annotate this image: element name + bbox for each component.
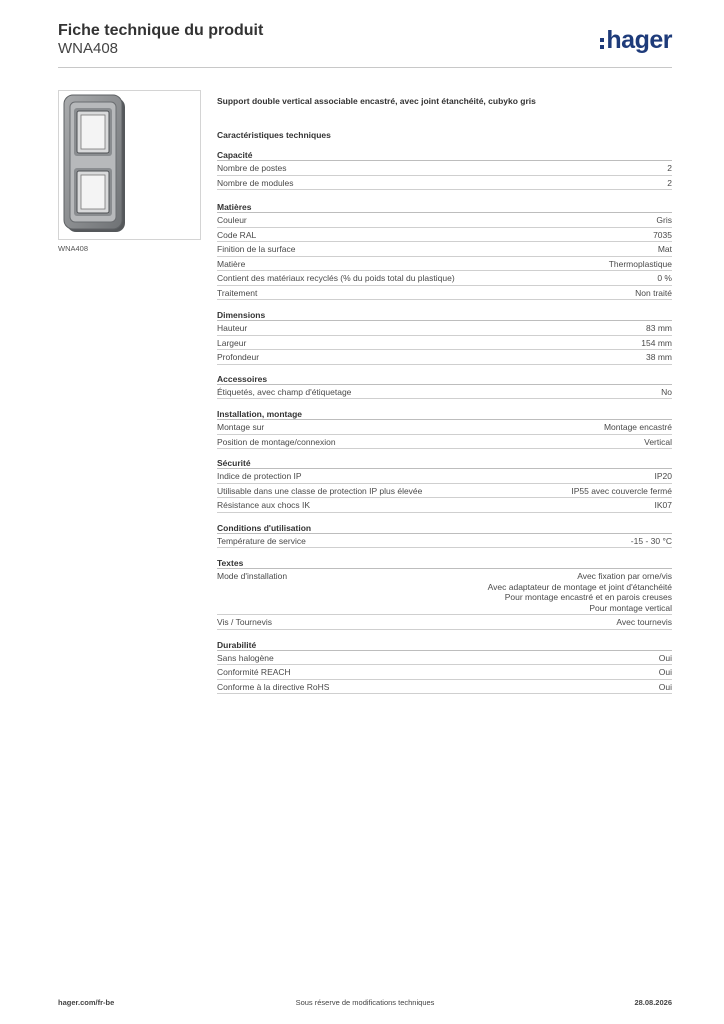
spec-row xyxy=(217,213,672,228)
spec-row xyxy=(217,176,672,191)
section-title: Durabilité xyxy=(217,640,672,651)
spec-label: Nombre de postes xyxy=(217,163,287,173)
double-vertical-frame-icon xyxy=(59,91,200,239)
spec-row xyxy=(217,228,672,243)
spec-label: Couleur xyxy=(217,215,247,225)
spec-section xyxy=(217,374,672,400)
spec-row xyxy=(217,336,672,351)
spec-value: IP55 avec couvercle fermé xyxy=(571,485,672,496)
image-caption: WNA408 xyxy=(58,244,89,253)
spec-value: Mat xyxy=(657,244,672,254)
spec-row xyxy=(217,665,672,680)
spec-value: No xyxy=(661,386,672,397)
footer-website: hager.com/fr-be xyxy=(58,998,115,1007)
spec-row xyxy=(217,321,672,336)
spec-value: 38 mm xyxy=(646,352,672,362)
spec-label: Nombre de modules xyxy=(217,177,294,188)
spec-label: Traitement xyxy=(217,287,258,298)
spec-label: Étiquetés, avec champ d'étiquetage xyxy=(217,386,352,397)
section-title: Matières xyxy=(217,202,672,213)
spec-label: Position de montage/connexion xyxy=(217,436,336,447)
spec-row xyxy=(217,271,672,286)
spec-row xyxy=(217,680,672,695)
spec-row xyxy=(217,286,672,301)
section-title: Sécurité xyxy=(217,458,672,469)
logo-dots-icon xyxy=(600,38,604,49)
spec-value: 7035 xyxy=(653,229,672,240)
spec-value: Oui xyxy=(658,667,672,677)
spec-value: Vertical xyxy=(644,436,672,447)
spec-value: 0 % xyxy=(657,273,672,283)
spec-value: 2 xyxy=(667,177,672,188)
spec-label: Code RAL xyxy=(217,229,257,240)
spec-value: Avec fixation par orne/vis Avec adaptateur de montage et joint d'étanchéité Pour montage encastré et en parois creuses Pour montage vertical xyxy=(487,571,672,613)
spec-section xyxy=(217,310,672,365)
spec-label: Matière xyxy=(217,258,246,269)
section-title: Textes xyxy=(217,558,672,569)
spec-label: Utilisable dans une classe de protection IP plus élevée xyxy=(217,485,423,496)
spec-label: Hauteur xyxy=(217,323,248,333)
section-title: Capacité xyxy=(217,150,672,161)
spec-section xyxy=(217,640,672,695)
section-title: Installation, montage xyxy=(217,409,672,420)
spec-label: Largeur xyxy=(217,337,247,348)
spec-value: 83 mm xyxy=(646,323,672,333)
spec-label: Température de service xyxy=(217,535,306,546)
product-reference: WNA408 xyxy=(58,40,119,57)
spec-value: 2 xyxy=(667,163,672,173)
footer-date: 28.08.2026 xyxy=(634,998,672,1007)
spec-label: Finition de la surface xyxy=(217,244,296,254)
spec-row xyxy=(217,534,672,549)
spec-row xyxy=(217,615,672,630)
spec-value: Thermoplastique xyxy=(608,258,672,269)
logo-text: hager xyxy=(606,26,672,54)
spec-label: Indice de protection IP xyxy=(217,471,302,481)
spec-row xyxy=(217,484,672,499)
spec-value: IK07 xyxy=(654,500,672,510)
spec-value: Oui xyxy=(658,652,672,663)
spec-label: Résistance aux chocs IK xyxy=(217,500,311,510)
spec-value: 154 mm xyxy=(641,337,672,348)
footer-notice: Sous réserve de modifications techniques xyxy=(295,998,435,1007)
spec-value: Non traité xyxy=(635,287,672,298)
spec-value: -15 - 30 °C xyxy=(630,535,672,546)
spec-section xyxy=(217,409,672,449)
spec-value: Montage encastré xyxy=(603,422,672,432)
spec-label: Conformité REACH xyxy=(217,667,291,677)
section-title: Dimensions xyxy=(217,310,672,321)
product-description: Support double vertical associable encastré, avec joint étanchéité, cubyko gris xyxy=(217,96,536,106)
section-title: Conditions d'utilisation xyxy=(217,523,672,534)
spec-row xyxy=(217,569,672,615)
section-title: Accessoires xyxy=(217,374,672,385)
spec-value: Gris xyxy=(656,215,672,225)
characteristics-title: Caractéristiques techniques xyxy=(217,130,331,140)
spec-section xyxy=(217,202,672,300)
spec-label: Conforme à la directive RoHS xyxy=(217,681,330,692)
spec-row xyxy=(217,469,672,484)
spec-section xyxy=(217,150,672,190)
spec-value: Oui xyxy=(658,681,672,692)
spec-section xyxy=(217,523,672,549)
spec-label: Sans halogène xyxy=(217,652,274,663)
spec-section xyxy=(217,458,672,513)
spec-label: Contient des matériaux recyclés (% du poids total du plastique) xyxy=(217,273,455,283)
product-details xyxy=(217,96,672,694)
spec-label: Montage sur xyxy=(217,422,265,432)
spec-label: Vis / Tournevis xyxy=(217,617,272,627)
spec-label: Profondeur xyxy=(217,352,260,362)
spec-row xyxy=(217,161,672,176)
spec-row xyxy=(217,350,672,365)
characteristics-sections xyxy=(217,150,672,694)
hager-logo xyxy=(600,26,672,55)
spec-row xyxy=(217,257,672,272)
spec-row xyxy=(217,385,672,400)
spec-row xyxy=(217,242,672,257)
spec-row xyxy=(217,420,672,435)
spec-row xyxy=(217,498,672,513)
document-title: Fiche technique du produit xyxy=(58,22,264,39)
spec-value: IP20 xyxy=(654,471,672,481)
product-image xyxy=(58,90,201,240)
spec-value: Avec tournevis xyxy=(616,617,672,627)
spec-row xyxy=(217,651,672,666)
page-header xyxy=(58,20,672,68)
spec-section xyxy=(217,558,672,630)
spec-row xyxy=(217,435,672,450)
spec-label: Mode d'installation xyxy=(217,571,288,581)
